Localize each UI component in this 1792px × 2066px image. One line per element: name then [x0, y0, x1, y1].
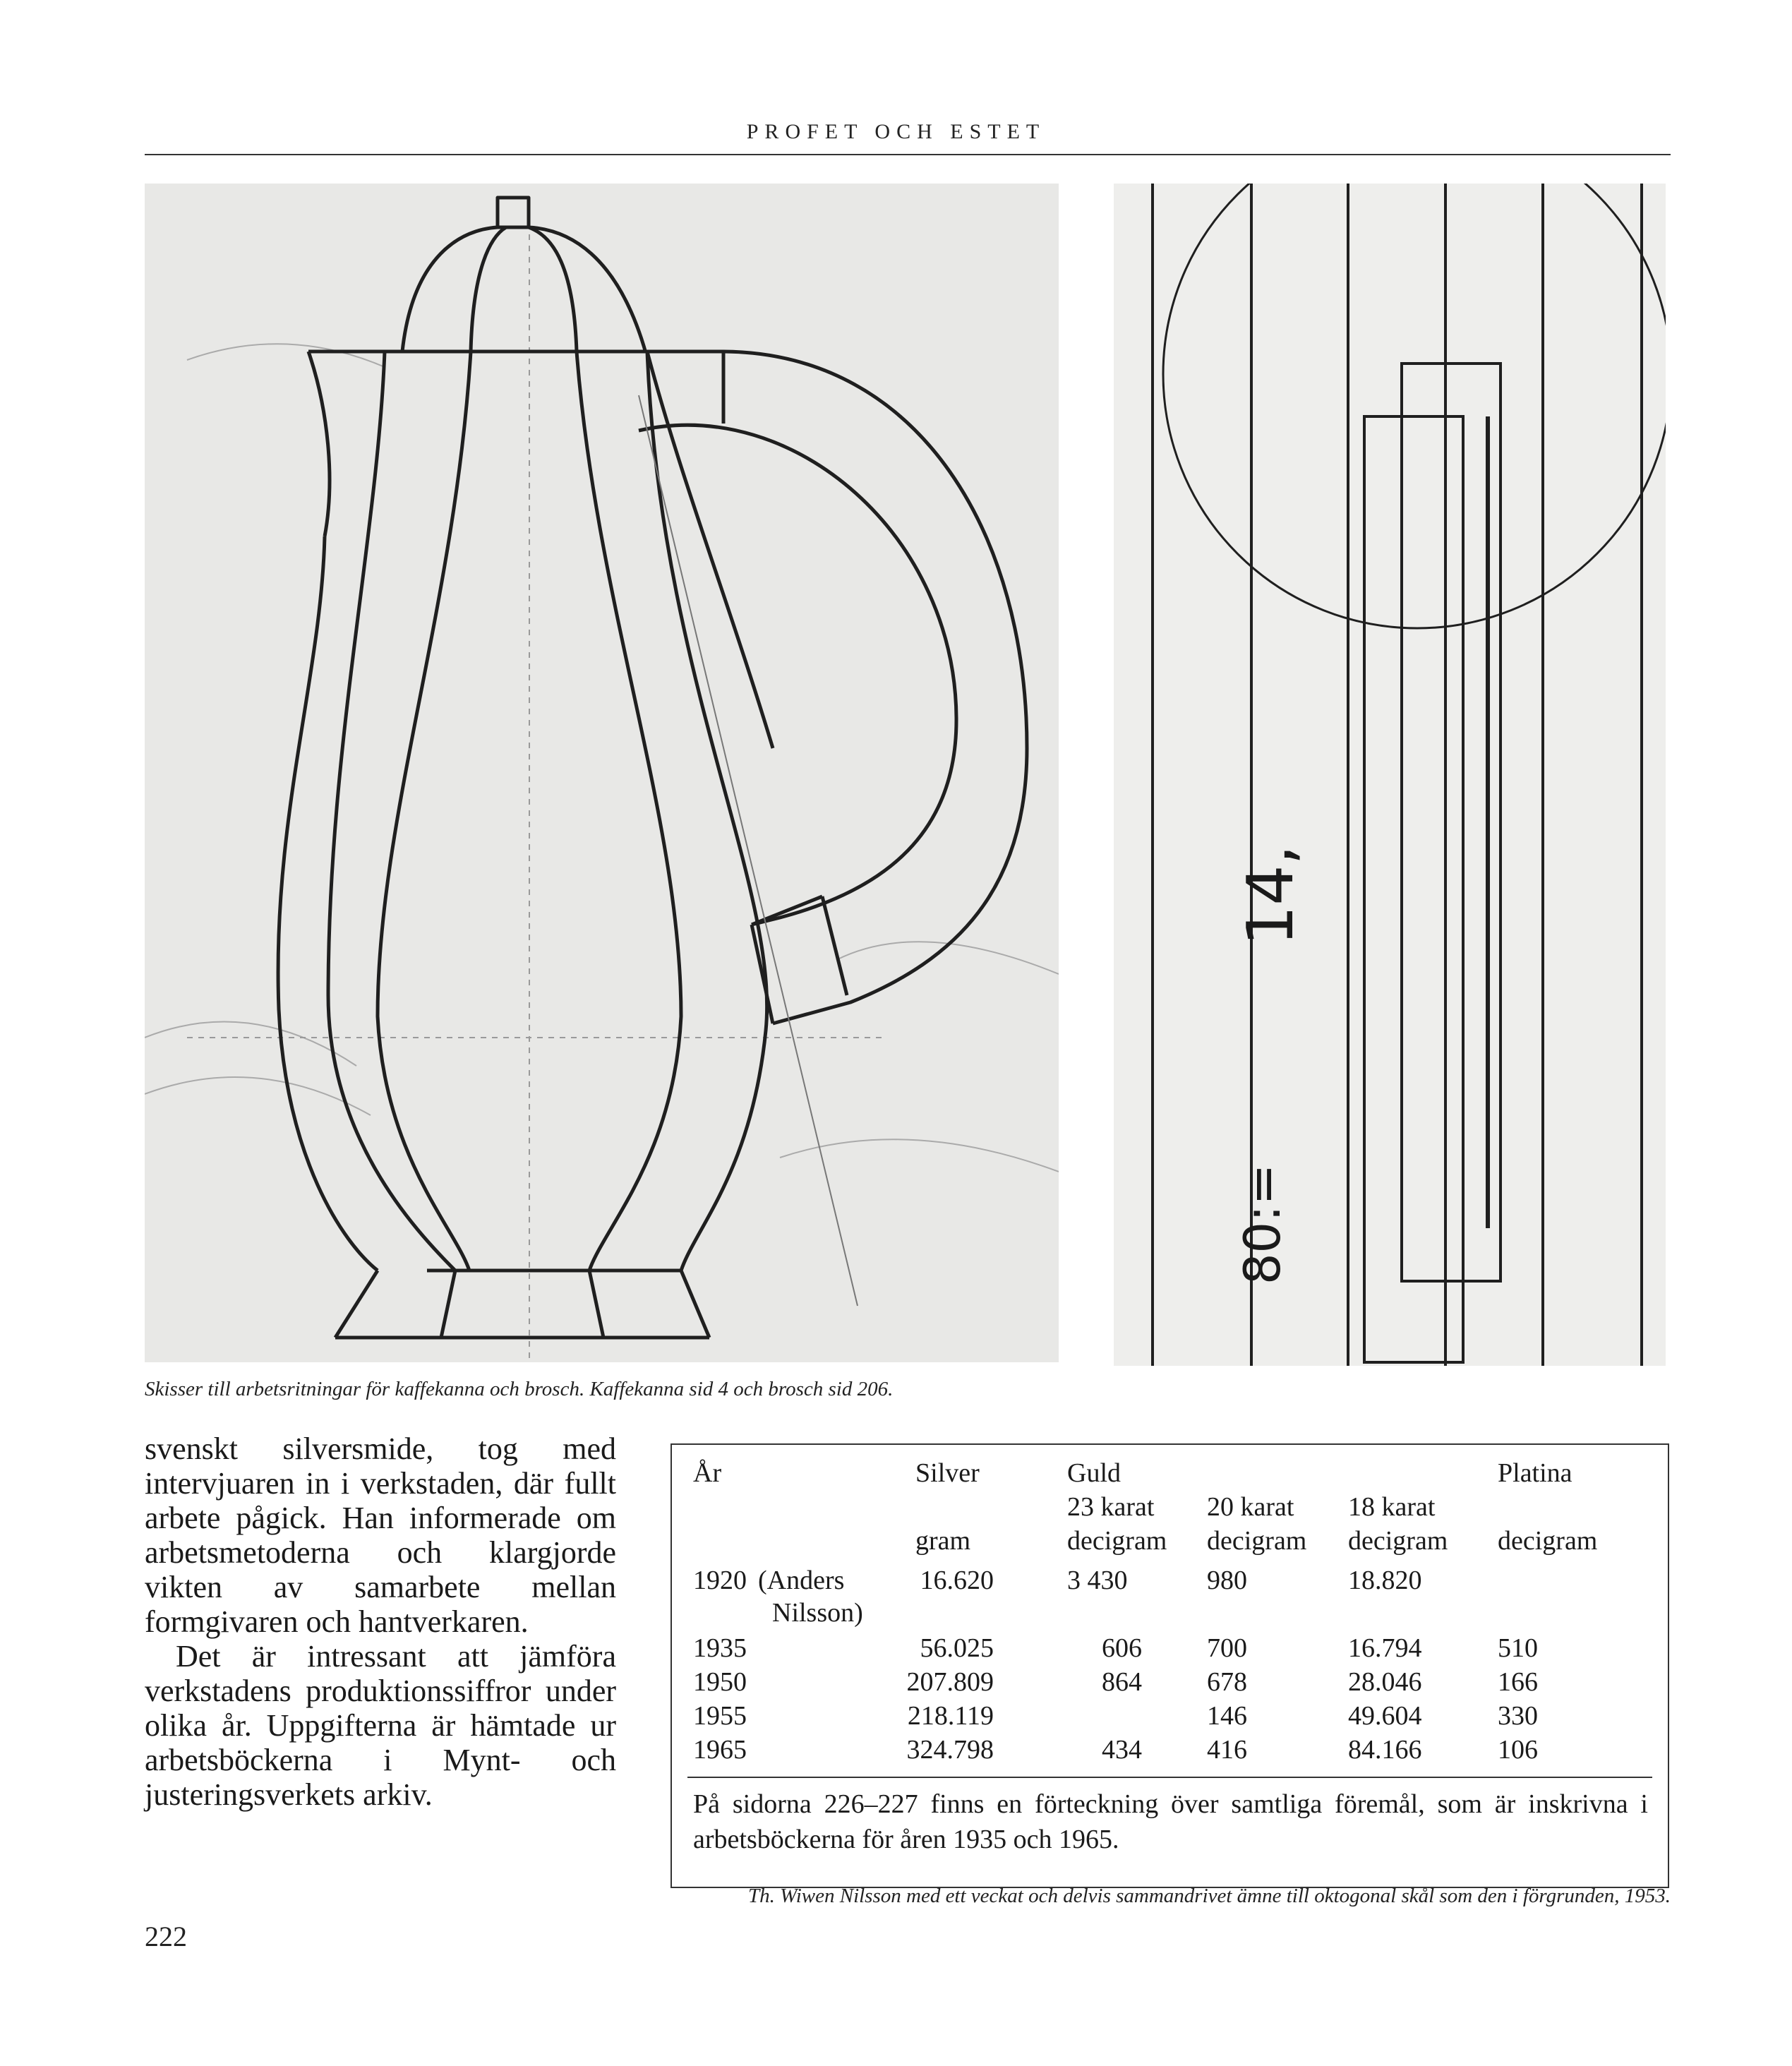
cell-year: 1920 — [693, 1566, 747, 1595]
header-platinum: Platina — [1498, 1458, 1572, 1488]
cell-silver: 207.809 — [906, 1667, 994, 1697]
header-gold: Guld — [1067, 1458, 1121, 1488]
body-paragraph: Det är intressant att jämföra verkstadens produktionssiffror under olika år. Uppgifterna är hämtade ur arbetsböckerna i Mynt- och justeringsverkets arkiv. — [145, 1639, 616, 1812]
cell-note: Nilsson) — [772, 1598, 863, 1628]
cell-gold18: 28.046 — [1348, 1667, 1422, 1697]
brooch-drawing — [1114, 184, 1666, 1366]
cell-gold23: 434 — [1102, 1735, 1142, 1765]
header-gold-18: 18 karat — [1348, 1492, 1436, 1522]
page-number: 222 — [145, 1921, 187, 1952]
cell-platinum: 166 — [1498, 1667, 1538, 1697]
sketch-annotation: 80:= — [1234, 1163, 1292, 1285]
body-text — [145, 1431, 616, 1812]
unit-silver: gram — [915, 1526, 971, 1556]
cell-platinum: 106 — [1498, 1735, 1538, 1765]
header-silver: Silver — [915, 1458, 980, 1488]
cell-silver: 324.798 — [906, 1735, 994, 1765]
cell-silver: 218.119 — [907, 1701, 994, 1731]
cell-note: (Anders — [758, 1566, 845, 1595]
cell-gold20: 146 — [1207, 1701, 1247, 1731]
production-table — [671, 1443, 1669, 1888]
cell-gold20: 980 — [1207, 1566, 1247, 1595]
cell-silver: 16.620 — [920, 1566, 994, 1595]
sketch-annotation-2: 14, — [1234, 844, 1308, 946]
table-divider — [687, 1777, 1652, 1778]
table-note: På sidorna 226–227 finns en förteckning över samtliga föremål, som är inskrivna i arbetsböckerna för åren 1935 och 1965. — [693, 1789, 1648, 1854]
running-head: PROFET OCH ESTET — [746, 120, 1046, 143]
cell-silver: 56.025 — [920, 1633, 994, 1663]
figure-caption: Skisser till arbetsritningar för kaffekanna och brosch. Kaffekanna sid 4 och brosch sid 206. — [145, 1378, 894, 1400]
cell-gold20: 678 — [1207, 1667, 1247, 1697]
unit-platinum: decigram — [1498, 1526, 1598, 1556]
unit-gold-20: decigram — [1207, 1526, 1307, 1556]
cell-gold18: 49.604 — [1348, 1701, 1422, 1731]
photo-caption: Th. Wiwen Nilsson med ett veckat och delvis sammandrivet ämne till oktogonal skål som den i förgrunden, 1953. — [748, 1885, 1671, 1907]
header-gold-20: 20 karat — [1207, 1492, 1294, 1522]
body-paragraph: svenskt silversmide, tog med intervjuaren in i verkstaden, där fullt arbete pågick. Han informerade om arbetsmetoderna och klargjorde vikten av samarbete mellan formgivaren och hantverkaren. — [145, 1431, 616, 1639]
cell-gold18: 84.166 — [1348, 1735, 1422, 1765]
cell-platinum: 510 — [1498, 1633, 1538, 1663]
cell-gold23: 864 — [1102, 1667, 1142, 1697]
cell-year: 1935 — [693, 1633, 747, 1663]
cell-platinum: 330 — [1498, 1701, 1538, 1731]
coffee-pot-drawing — [145, 184, 1059, 1362]
brooch-sketch — [1114, 184, 1666, 1366]
header-gold-23: 23 karat — [1067, 1492, 1155, 1522]
unit-gold-23: decigram — [1067, 1526, 1167, 1556]
cell-year: 1950 — [693, 1667, 747, 1697]
cell-gold23: 606 — [1102, 1633, 1142, 1663]
cell-gold20: 416 — [1207, 1735, 1247, 1765]
cell-year: 1965 — [693, 1735, 747, 1765]
coffee-pot-sketch — [145, 184, 1059, 1362]
cell-gold18: 18.820 — [1348, 1566, 1422, 1595]
header-rule — [145, 154, 1671, 155]
cell-gold18: 16.794 — [1348, 1633, 1422, 1663]
cell-gold23: 3 430 — [1067, 1566, 1128, 1595]
unit-gold-18: decigram — [1348, 1526, 1448, 1556]
cell-year: 1955 — [693, 1701, 747, 1731]
header-year: År — [693, 1458, 722, 1488]
cell-gold20: 700 — [1207, 1633, 1247, 1663]
